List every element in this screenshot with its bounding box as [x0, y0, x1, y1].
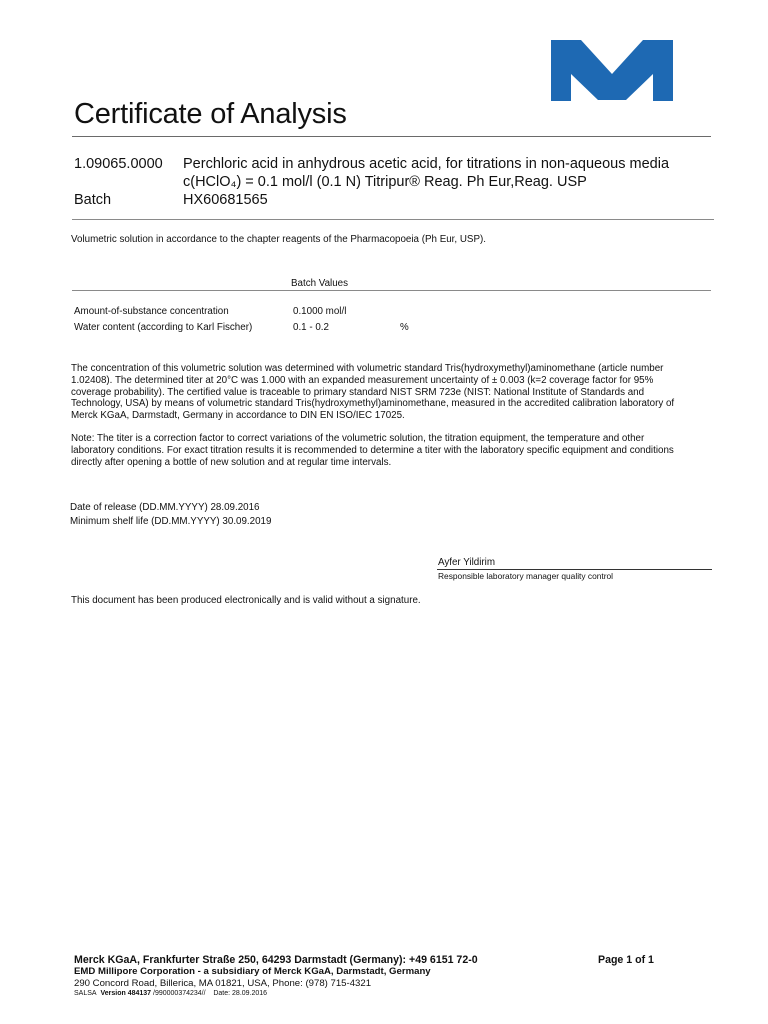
footer-address-line3: 290 Concord Road, Billerica, MA 01821, USA, Phone: (978) 715-4321 — [74, 978, 372, 989]
paragraph-line: Note: The titer is a correction factor to correct variations of the volumetric solution, the titration equipment, the temperature and other — [71, 433, 645, 444]
merck-m-logo — [548, 36, 676, 104]
paragraph-line: Technology, USA) by means of volumetric standard Tris(hydroxymethyl)aminomethane, measured in the accredited calibration laboratory of — [71, 398, 675, 410]
footer-date: Date: 28.09.2016 — [213, 990, 268, 997]
paragraph-line: laboratory conditions. For exact titration results it is recommended to determine a titer with the laboratory specific equipment and conditions — [71, 444, 674, 456]
paragraph-line: Merck KGaA, Darmstadt, Germany in accordance to DIN EN ISO/IEC 17025. — [71, 410, 405, 422]
footer-doc-id: /990000374234// — [153, 990, 206, 997]
signatory-title: Responsible laboratory manager quality control — [438, 571, 614, 581]
release-date: Date of release (DD.MM.YYYY) 28.09.2016 — [70, 502, 260, 513]
row-value-water: 0.1 - 0.2 — [293, 322, 329, 333]
note-paragraph — [71, 433, 674, 468]
title-divider — [72, 136, 711, 137]
footer-address-line1: Merck KGaA, Frankfurter Straße 250, 64293 Darmstadt (Germany): +49 6151 72-0 — [74, 954, 478, 966]
page-title: Certificate of Analysis — [74, 98, 347, 130]
row-unit-water: % — [400, 322, 409, 333]
product-name-line1: Perchloric acid in anhydrous acetic acid, for titrations in non-aqueous media — [183, 156, 670, 172]
paragraph-line: The concentration of this volumetric solution was determined with volumetric standard Tris(hydroxymethyl)aminomethane (article number — [71, 363, 664, 374]
table-header-divider — [72, 290, 711, 291]
product-divider — [72, 219, 714, 220]
logo-shape — [551, 40, 673, 101]
paragraph-line: directly after opening a bottle of new solution and at regular time intervals. — [71, 456, 392, 468]
signatory-name: Ayfer Yildirim — [438, 557, 495, 568]
traceability-paragraph — [71, 363, 674, 422]
intro-text: Volumetric solution in accordance to the chapter reagents of the Pharmacopoeia (Ph Eur, USP). — [71, 234, 486, 245]
paragraph-line: 1.02408). The determined titer at 20°C was 1.000 with an expanded measurement uncertainty of ± 0.003 (k=2 coverage factor for 95% — [71, 374, 654, 386]
paragraph-line: coverage probability). The certified value is traceable to primary standard NIST SRM 723e (NIST: National Institute of Standards and — [71, 386, 645, 398]
row-label-water: Water content (according to Karl Fischer) — [74, 322, 253, 333]
electronic-validity-note: This document has been produced electronically and is valid without a signature. — [71, 595, 421, 606]
batch-values-header: Batch Values — [291, 278, 349, 289]
footer-salsa: SALSA — [74, 990, 97, 997]
footer-address-line2: EMD Millipore Corporation - a subsidiary of Merck KGaA, Darmstadt, Germany — [74, 966, 431, 977]
row-label-concentration: Amount-of-substance concentration — [74, 306, 229, 317]
signature-line — [437, 569, 712, 570]
product-number: 1.09065.0000 — [74, 156, 163, 172]
footer-meta — [74, 990, 267, 997]
row-value-concentration: 0.1000 mol/l — [293, 306, 347, 317]
page-number: Page 1 of 1 — [598, 954, 654, 966]
product-name-line2: c(HClO₄) = 0.1 mol/l (0.1 N) Titripur® Reag. Ph Eur,Reag. USP — [183, 174, 587, 190]
batch-value: HX60681565 — [183, 192, 268, 208]
footer-version: Version 484137 — [100, 990, 152, 997]
batch-label: Batch — [74, 192, 112, 208]
shelf-life-date: Minimum shelf life (DD.MM.YYYY) 30.09.2019 — [70, 516, 272, 527]
